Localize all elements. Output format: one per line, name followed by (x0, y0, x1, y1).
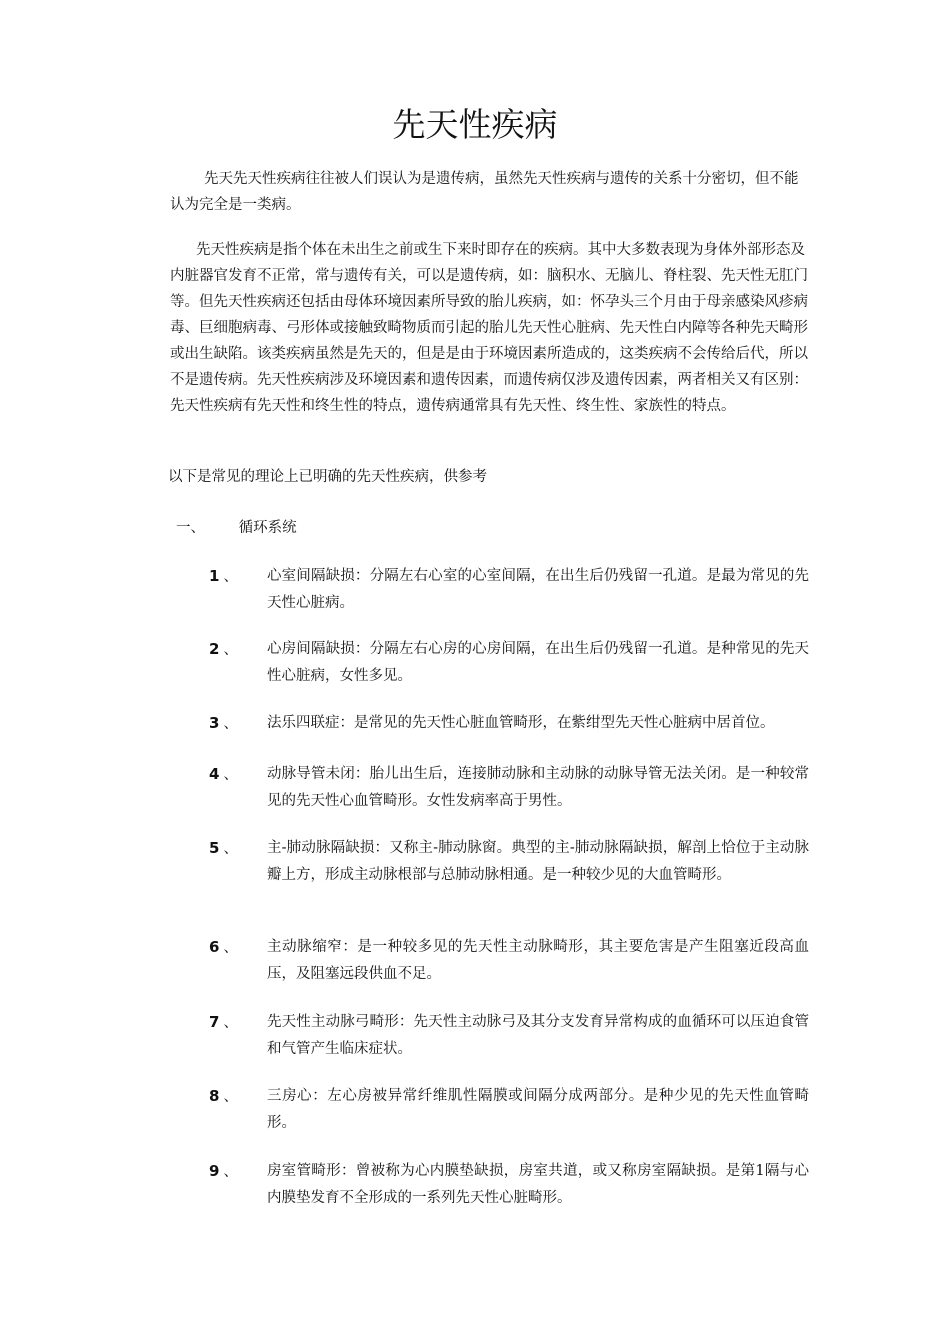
item-text: 法乐四联症：是常见的先天性心脏血管畸形，在紫绀型先天性心脏病中居首位。 (267, 715, 775, 731)
list-item (209, 563, 809, 617)
list-item (209, 1009, 809, 1063)
item-text: 三房心：左心房被异常纤维肌性隔膜或间隔分成两部分。是种少见的先天性血管畸形。 (267, 1088, 809, 1131)
item-number: 7 (209, 1013, 220, 1031)
list-item (209, 636, 809, 690)
item-number: 2 (209, 640, 220, 658)
item-separator: 、 (223, 1164, 238, 1180)
item-separator: 、 (223, 940, 238, 956)
item-number: 4 (209, 765, 220, 783)
list-intro-paragraph: 以下是常见的理论上已明确的先天性疾病，供参考 (168, 469, 487, 485)
item-text: 先天性主动脉弓畸形：先天性主动脉弓及其分支发育异常构成的血循环可以压迫食管和气管产生临床症状。 (267, 1014, 809, 1057)
list-item (209, 1158, 809, 1212)
definition-paragraph: 先天性疾病是指个体在未出生之前或生下来时即存在的疾病。其中大多数表现为身体外部形态及内脏器官发育不正常，常与遗传有关，可以是遗传病，如：脑积水、无脑儿、脊柱裂、先天性无肛门等。但先天性疾病还包括由母体环境因素所导致的胎儿疾病，如：怀孕头三个月由于母亲感染风疹病毒、巨细胞病毒、弓形体或接触致畸物质而引起的胎儿先天性心脏病、先天性白内障等各种先天畸形或出生缺陷。该类疾病虽然是先天的，但是是由于环境因素所造成的，这类疾病不会传给后代，所以不是遗传病。先天性疾病涉及环境因素和遗传因素，而遗传病仅涉及遗传因素，两者相关又有区别： 先天性疾病有先天性和终生性的特点，遗传病通常具有先天性、终生性、家族性的特点。 (170, 242, 808, 414)
item-text: 房室管畸形：曾被称为心内膜垫缺损，房室共道，或又称房室隔缺损。是第1隔与心内膜垫发育不全形成的一系列先天性心脏畸形。 (267, 1163, 809, 1206)
item-separator: 、 (223, 569, 238, 585)
item-number: 1 (209, 567, 220, 585)
section-label: 循环系统 (238, 520, 297, 536)
item-text: 心室间隔缺损：分隔左右心室的心室间隔，在出生后仍残留一孔道。是最为常见的先天性心脏病。 (267, 568, 809, 611)
list-item (209, 761, 809, 815)
item-number: 3 (209, 714, 220, 732)
item-separator: 、 (223, 1015, 238, 1031)
page-title: 先天性疾病 (392, 105, 558, 144)
item-separator: 、 (223, 642, 238, 658)
item-text: 主-肺动脉隔缺损：又称主-肺动脉窗。典型的主-肺动脉隔缺损，解剖上恰位于主动脉瓣上方，形成主动脉根部与总肺动脉相通。是一种较少见的大血管畸形。 (267, 840, 809, 883)
item-number: 5 (209, 839, 220, 857)
list-item (209, 835, 809, 889)
list-item (209, 710, 809, 737)
item-separator: 、 (223, 1089, 238, 1105)
item-separator: 、 (223, 841, 238, 857)
item-text: 心房间隔缺损：分隔左右心房的心房间隔，在出生后仍残留一孔道。是种常见的先天性心脏病，女性多见。 (267, 641, 809, 684)
section-number: 一、 (176, 520, 205, 536)
list-item (209, 934, 809, 988)
item-text: 主动脉缩窄：是一种较多见的先天性主动脉畸形，其主要危害是产生阻塞近段高血压，及阻塞远段供血不足。 (267, 939, 809, 982)
intro-paragraph: 先天先天性疾病往往被人们误认为是遗传病，虽然先天性疾病与遗传的关系十分密切，但不能认为完全是一类病。 (170, 171, 799, 213)
item-separator: 、 (223, 716, 238, 732)
item-text: 动脉导管未闭：胎儿出生后，连接肺动脉和主动脉的动脉导管无法关闭。是一种较常见的先天性心血管畸形。女性发病率高于男性。 (267, 766, 809, 809)
item-number: 9 (209, 1162, 220, 1180)
item-number: 6 (209, 938, 220, 956)
item-number: 8 (209, 1087, 220, 1105)
item-separator: 、 (223, 767, 238, 783)
section-heading (176, 515, 297, 541)
list-item (209, 1083, 809, 1137)
